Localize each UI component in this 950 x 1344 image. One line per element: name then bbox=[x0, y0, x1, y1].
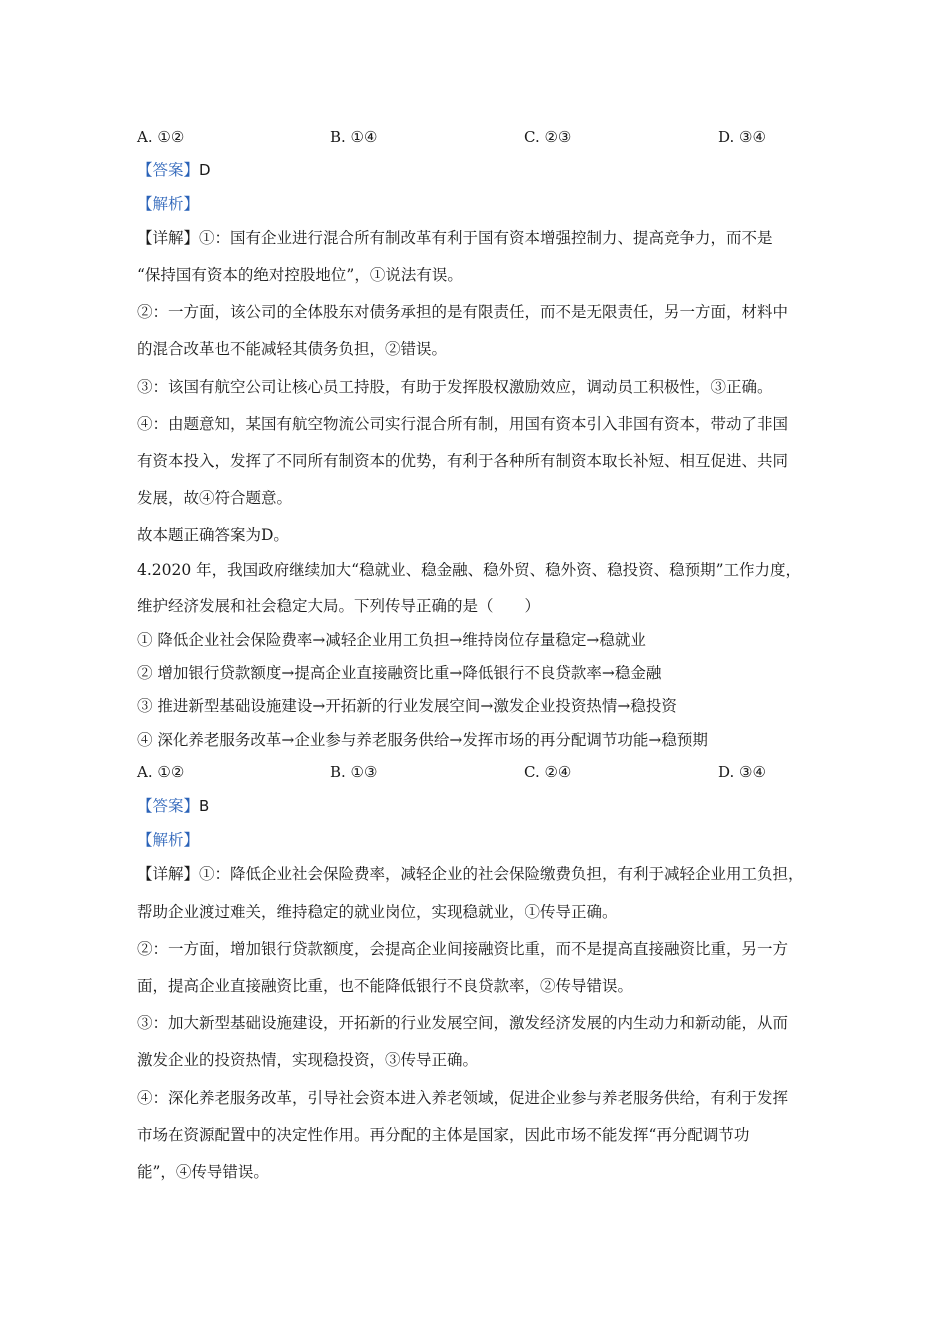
q3-answer-value: D bbox=[199, 161, 211, 179]
q4-option-c: C. ②④ bbox=[524, 763, 572, 781]
q3-detail-line bbox=[137, 228, 773, 248]
q4-detail-line: ③：加大新型基础设施建设，开拓新的行业发展空间，激发经济发展的内生动力和新动能，从而 bbox=[137, 1014, 789, 1032]
q4-options bbox=[137, 763, 837, 783]
q4-item: ④ 深化养老服务改革→企业参与养老服务供给→发挥市场的再分配调节功能→稳预期 bbox=[137, 731, 708, 749]
q3-option-d: D. ③④ bbox=[718, 128, 766, 146]
q4-detail-line: 帮助企业渡过难关，维持稳定的就业岗位，实现稳就业，①传导正确。 bbox=[137, 903, 618, 921]
q3-detail-line: ④：由题意知，某国有航空物流公司实行混合所有制，用国有资本引入非国有资本，带动了非国 bbox=[137, 415, 789, 433]
q4-detail-text: ①：降低企业社会保险费率，减轻企业的社会保险缴费负担，有利于减轻企业用工负担， bbox=[199, 865, 804, 883]
q4-analysis-tag: 【解析】 bbox=[137, 831, 200, 849]
q3-detail-text: ①：国有企业进行混合所有制改革有利于国有资本增强控制力、提高竞争力，而不是 bbox=[199, 229, 773, 247]
q4-detail-tag: 【详解】 bbox=[137, 865, 200, 883]
q4-detail-line: ②：一方面，增加银行贷款额度，会提高企业间接融资比重，而不是提高直接融资比重，另一方 bbox=[137, 940, 789, 958]
q4-detail-line: 市场在资源配置中的决定性作用。再分配的主体是国家，因此市场不能发挥“再分配调节功 bbox=[137, 1126, 750, 1144]
q4-item: ② 增加银行贷款额度→提高企业直接融资比重→降低银行不良贷款率→稳金融 bbox=[137, 664, 662, 682]
q3-option-b: B. ①④ bbox=[330, 128, 378, 146]
q4-detail-line: 激发企业的投资热情，实现稳投资，③传导正确。 bbox=[137, 1051, 479, 1069]
q4-item: ③ 推进新型基础设施建设→开拓新的行业发展空间→激发企业投资热情→稳投资 bbox=[137, 697, 677, 715]
q3-option-a: A. ①② bbox=[137, 128, 185, 146]
q3-detail-tag: 【详解】 bbox=[137, 229, 200, 247]
q3-answer-tag: 【答案】 bbox=[137, 161, 200, 179]
q3-detail-line: ③：该国有航空公司让核心员工持股，有助于发挥股权激励效应，调动员工积极性，③正确。 bbox=[137, 378, 773, 396]
q4-option-b: B. ①③ bbox=[330, 763, 378, 781]
q4-option-d: D. ③④ bbox=[718, 763, 766, 781]
q3-option-c: C. ②③ bbox=[524, 128, 572, 146]
q3-options bbox=[137, 128, 837, 148]
q3-detail-line: “保持国有资本的绝对控股地位”，①说法有误。 bbox=[137, 266, 463, 284]
q4-detail-line: 面，提高企业直接融资比重，也不能降低银行不良贷款率，②传导错误。 bbox=[137, 977, 634, 995]
q3-detail-line: 的混合改革也不能减轻其债务负担，②错误。 bbox=[137, 340, 448, 358]
q3-detail-line: ②：一方面，该公司的全体股东对债务承担的是有限责任，而不是无限责任，另一方面，材料中 bbox=[137, 303, 789, 321]
q4-stem-line: 4.2020 年，我国政府继续加大“稳就业、稳金融、稳外贸、稳外资、稳投资、稳预期”工作力度， bbox=[137, 561, 802, 579]
q3-analysis-tag: 【解析】 bbox=[137, 195, 200, 213]
q4-detail-line: ④：深化养老服务改革，引导社会资本进入养老领域，促进企业参与养老服务供给，有利于发挥 bbox=[137, 1089, 789, 1107]
q4-item: ① 降低企业社会保险费率→减轻企业用工负担→维持岗位存量稳定→稳就业 bbox=[137, 631, 646, 649]
q3-detail-line: 有资本投入，发挥了不同所有制资本的优势，有利于各种所有制资本取长补短、相互促进、共同 bbox=[137, 452, 789, 470]
q3-answer-row bbox=[137, 160, 211, 180]
q4-detail-line: 能”，④传导错误。 bbox=[137, 1163, 269, 1181]
q4-stem-line: 维护经济发展和社会稳定大局。下列传导正确的是（ ） bbox=[137, 597, 541, 615]
q4-answer-tag: 【答案】 bbox=[137, 797, 200, 815]
q3-conclusion: 故本题正确答案为D。 bbox=[137, 526, 289, 544]
q4-option-a: A. ①② bbox=[137, 763, 185, 781]
q4-answer-row bbox=[137, 796, 209, 816]
q3-detail-line: 发展，故④符合题意。 bbox=[137, 489, 293, 507]
q4-detail-line bbox=[137, 864, 804, 884]
q4-answer-value: B bbox=[199, 797, 210, 815]
